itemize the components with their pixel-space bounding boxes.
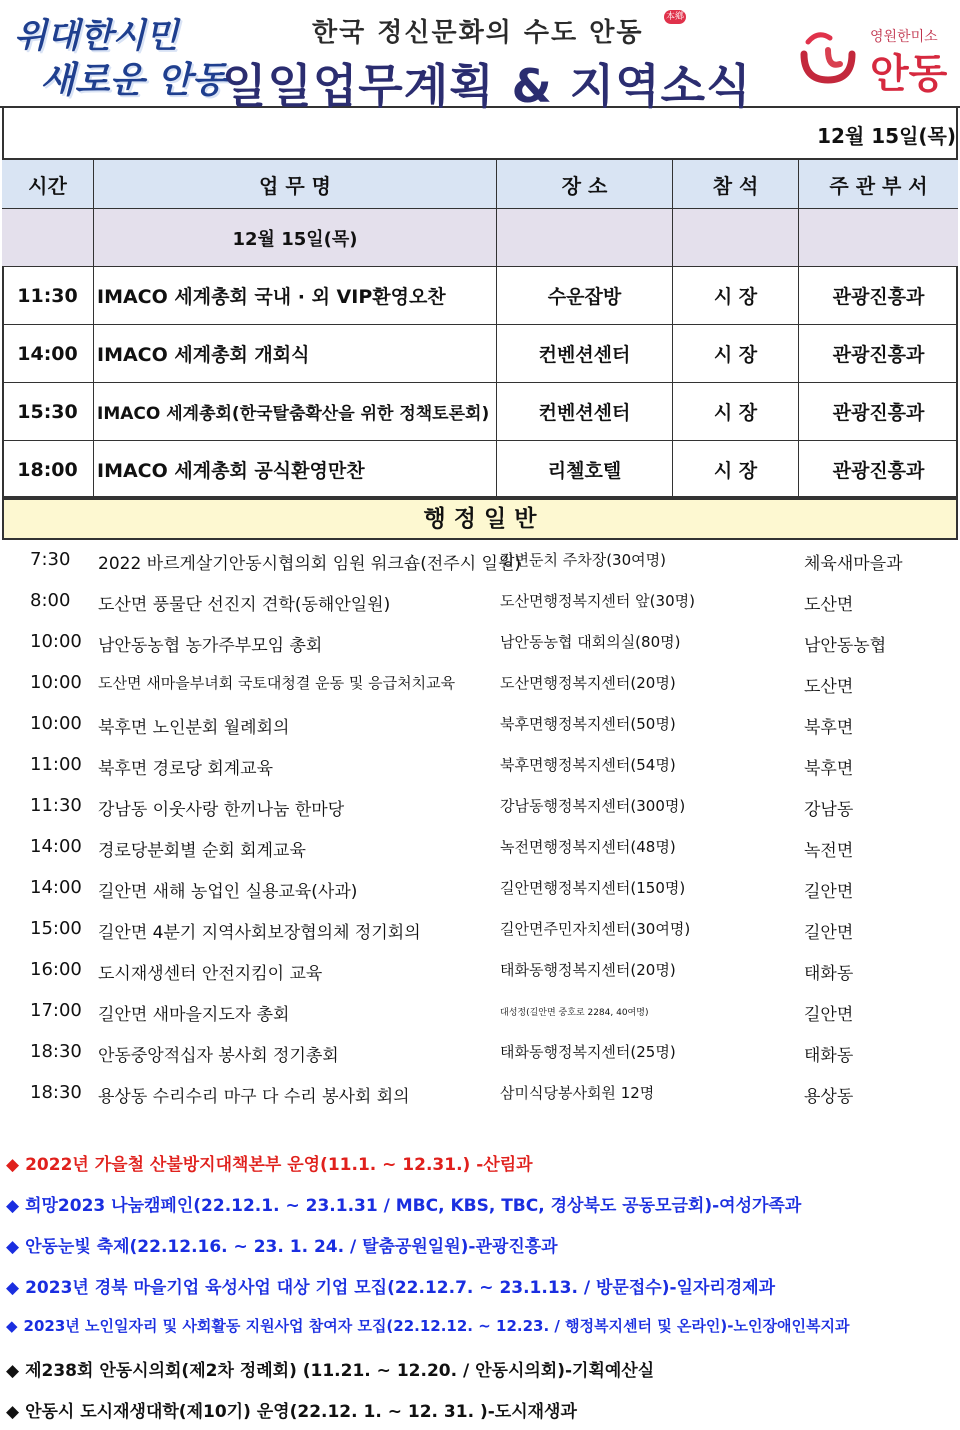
item-name: 도산면 풍물단 선진지 견학(동해안일원) — [98, 595, 391, 615]
table-row — [2, 266, 958, 324]
table-row — [2, 324, 958, 382]
list-item — [0, 867, 960, 908]
item-dept: 강남동 — [804, 800, 854, 820]
row-title: IMACO 세계총회(한국탈춤확산을 위한 정책토론회) — [94, 383, 497, 440]
logo-tagline: 영원한미소 — [870, 29, 938, 45]
diamond-bullet-icon: ◆ — [6, 1361, 20, 1381]
list-item — [0, 744, 960, 785]
item-dept: 길안면 — [804, 1005, 854, 1025]
item-place: 태화동행정복지센터(25명) — [500, 1043, 676, 1061]
date-row-blank — [497, 209, 673, 266]
diamond-bullet-icon: ◆ — [6, 1317, 18, 1335]
item-time: 11:30 — [30, 795, 82, 816]
list-item — [0, 539, 960, 580]
subtitle-badge: 本鄕 — [665, 12, 684, 22]
list-item — [0, 785, 960, 826]
list-item — [0, 662, 960, 703]
table-row — [2, 440, 958, 498]
slogan-line2: 새로운 안동 — [40, 60, 227, 101]
slogan-line1: 위대한시민 — [14, 16, 179, 56]
item-name: 도산면 새마을부녀회 국토대청결 운동 및 응급처치교육 — [98, 674, 456, 692]
diamond-bullet-icon: ◆ — [6, 1237, 20, 1257]
date-row-blank — [799, 209, 958, 266]
header-title: 업 무 명 — [94, 160, 497, 208]
item-name: 용상동 수리수리 마구 다 수리 봉사회 회의 — [98, 1087, 410, 1107]
item-dept: 태화동 — [804, 964, 854, 984]
item-time: 14:00 — [30, 836, 82, 857]
item-dept: 도산면 — [804, 677, 854, 697]
notice-item — [6, 1273, 775, 1298]
notice-item — [6, 1315, 849, 1336]
row-place: 컨벤션센터 — [497, 325, 673, 382]
item-time: 14:00 — [30, 877, 82, 898]
table-header-row — [2, 158, 958, 208]
list-item — [0, 703, 960, 744]
subtitle: 한국 정신문화의 수도 안동 — [312, 18, 644, 48]
row-time: 11:30 — [2, 267, 94, 324]
andong-logo-icon — [798, 24, 860, 86]
item-time: 17:00 — [30, 1000, 82, 1021]
item-time: 10:00 — [30, 672, 82, 693]
item-name: 북후면 경로당 회계교육 — [98, 759, 274, 779]
diamond-bullet-icon: ◆ — [6, 1278, 20, 1298]
table-row — [2, 382, 958, 440]
row-dept: 관광진흥과 — [832, 402, 925, 424]
notice-text: 안동눈빛 축제(22.12.16. ~ 23. 1. 24. / 탈춤공원일원)-관광진흥과 — [25, 1237, 558, 1257]
page-title: 일일업무계획 & 지역소식 — [222, 59, 752, 113]
row-attendee: 시 장 — [673, 383, 799, 440]
row-place: 컨벤션센터 — [497, 383, 673, 440]
item-time: 18:30 — [30, 1041, 82, 1062]
notice-item — [6, 1356, 654, 1381]
item-place: 길안면주민자치센터(30여명) — [500, 920, 691, 938]
row-dept: 관광진흥과 — [832, 286, 925, 308]
item-name: 북후면 노인분회 월례회의 — [98, 718, 290, 738]
item-place: 북후면행정복지센터(54명) — [500, 756, 676, 774]
item-name: 강남동 이웃사랑 한끼나눔 한마당 — [98, 800, 345, 820]
item-dept: 녹전면 — [804, 841, 854, 861]
header-time: 시간 — [2, 160, 94, 208]
item-name: 2022 바르게살기안동시협의회 임원 워크숍(전주시 일원) — [98, 554, 522, 574]
logo-name: 안동 — [870, 51, 948, 97]
list-item — [0, 949, 960, 990]
list-item — [0, 1031, 960, 1072]
list-item — [0, 580, 960, 621]
notice-text: 희망2023 나눔캠페인(22.12.1. ~ 23.1.31 / MBC, KBS, TBC, 경상북도 공동모금회)-여성가족과 — [25, 1196, 802, 1216]
notice-item — [6, 1150, 533, 1175]
item-name: 안동중앙적십자 봉사회 정기총회 — [98, 1046, 339, 1066]
item-dept: 길안면 — [804, 923, 854, 943]
report-date: 12월 15일(목) — [817, 124, 956, 148]
diamond-bullet-icon: ◆ — [6, 1155, 20, 1175]
notice-item — [6, 1232, 558, 1257]
item-place: 녹전면행정복지센터(48명) — [500, 838, 676, 856]
row-title: IMACO 세계총회 국내 · 외 VIP환영오찬 — [94, 267, 497, 324]
row-time: 14:00 — [2, 325, 94, 382]
row-dept: 관광진흥과 — [832, 460, 925, 482]
notice-item — [6, 1397, 577, 1422]
item-name: 남안동농협 농가주부모임 총회 — [98, 636, 323, 656]
date-row-blank — [673, 209, 799, 266]
list-item — [0, 990, 960, 1031]
item-name: 도시재생센터 안전지킴이 교육 — [98, 964, 323, 984]
item-time: 7:30 — [30, 549, 71, 570]
notice-text: 2023년 경북 마을기업 육성사업 대상 기업 모집(22.12.7. ~ 23.1.13. / 방문접수)-일자리경제과 — [25, 1278, 776, 1298]
notice-item — [6, 1191, 801, 1216]
list-item — [0, 621, 960, 662]
item-place: 길안면행정복지센터(150명) — [500, 879, 686, 897]
row-attendee: 시 장 — [673, 325, 799, 382]
item-place: 대성정(길안면 중호로 2284, 40여명) — [500, 1008, 649, 1018]
header-banner — [0, 0, 960, 113]
item-dept: 태화동 — [804, 1046, 854, 1066]
row-place: 수운잡방 — [497, 267, 673, 324]
row-attendee: 시 장 — [673, 267, 799, 324]
row-attendee: 시 장 — [673, 441, 799, 498]
row-title: IMACO 세계총회 공식환영만찬 — [94, 441, 497, 498]
item-dept: 남안동농협 — [804, 636, 887, 656]
item-place: 강변둔치 주차장(30여명) — [500, 551, 666, 569]
date-row-label: 12월 15일(목) — [94, 209, 497, 266]
item-name: 길안면 새마을지도자 총회 — [98, 1005, 290, 1025]
list-item — [0, 908, 960, 949]
item-name: 경로당분회별 순회 회계교육 — [98, 841, 306, 861]
diamond-bullet-icon: ◆ — [6, 1196, 20, 1216]
date-row-blank — [2, 209, 94, 266]
notice-text: 2022년 가을철 산불방지대책본부 운영(11.1. ~ 12.31.) -산림과 — [25, 1155, 533, 1175]
general-section-title: 행 정 일 반 — [2, 498, 958, 540]
item-name: 길안면 4분기 지역사회보장협의체 정기회의 — [98, 923, 421, 943]
item-time: 11:00 — [30, 754, 82, 775]
item-time: 10:00 — [30, 631, 82, 652]
diamond-bullet-icon: ◆ — [6, 1402, 20, 1422]
item-time: 18:30 — [30, 1082, 82, 1103]
item-dept: 북후면 — [804, 759, 854, 779]
row-time: 18:00 — [2, 441, 94, 498]
row-time: 15:30 — [2, 383, 94, 440]
item-place: 삼미식당봉사회원 12명 — [500, 1084, 655, 1102]
item-dept: 북후면 — [804, 718, 854, 738]
item-place: 북후면행정복지센터(50명) — [500, 715, 676, 733]
notice-text: 제238회 안동시의회(제2차 정례회) (11.21. ~ 12.20. / 안동시의회)-기획예산실 — [25, 1361, 655, 1381]
list-item — [0, 826, 960, 867]
item-dept: 길안면 — [804, 882, 854, 902]
item-name: 길안면 새해 농업인 실용교육(사과) — [98, 882, 358, 902]
header-attendee: 참 석 — [673, 160, 799, 208]
row-dept: 관광진흥과 — [832, 344, 925, 366]
item-dept: 도산면 — [804, 595, 854, 615]
list-item — [0, 1072, 960, 1113]
header-place: 장 소 — [497, 160, 673, 208]
item-place: 태화동행정복지센터(20명) — [500, 961, 676, 979]
item-place: 남안동농협 대회의실(80명) — [500, 633, 681, 651]
item-time: 8:00 — [30, 590, 71, 611]
table-date-row — [2, 208, 958, 266]
notice-text: 2023년 노인일자리 및 사회활동 지원사업 참여자 모집(22.12.12. ~ 12.23. / 행정복지센터 및 온라인)-노인장애인복지과 — [23, 1317, 850, 1335]
item-time: 10:00 — [30, 713, 82, 734]
row-title: IMACO 세계총회 개회식 — [94, 325, 497, 382]
notice-text: 안동시 도시재생대학(제10기) 운영(22.12. 1. ~ 12. 31. )-도시재생과 — [25, 1402, 577, 1422]
item-time: 15:00 — [30, 918, 82, 939]
item-dept: 용상동 — [804, 1087, 854, 1107]
item-place: 도산면행정복지센터(20명) — [500, 674, 676, 692]
row-place: 리첼호텔 — [497, 441, 673, 498]
item-time: 16:00 — [30, 959, 82, 980]
item-dept: 체육새마을과 — [804, 554, 903, 574]
item-place: 도산면행정복지센터 앞(30명) — [500, 592, 695, 610]
item-place: 강남동행정복지센터(300명) — [500, 797, 686, 815]
header-dept: 주 관 부 서 — [829, 173, 928, 198]
